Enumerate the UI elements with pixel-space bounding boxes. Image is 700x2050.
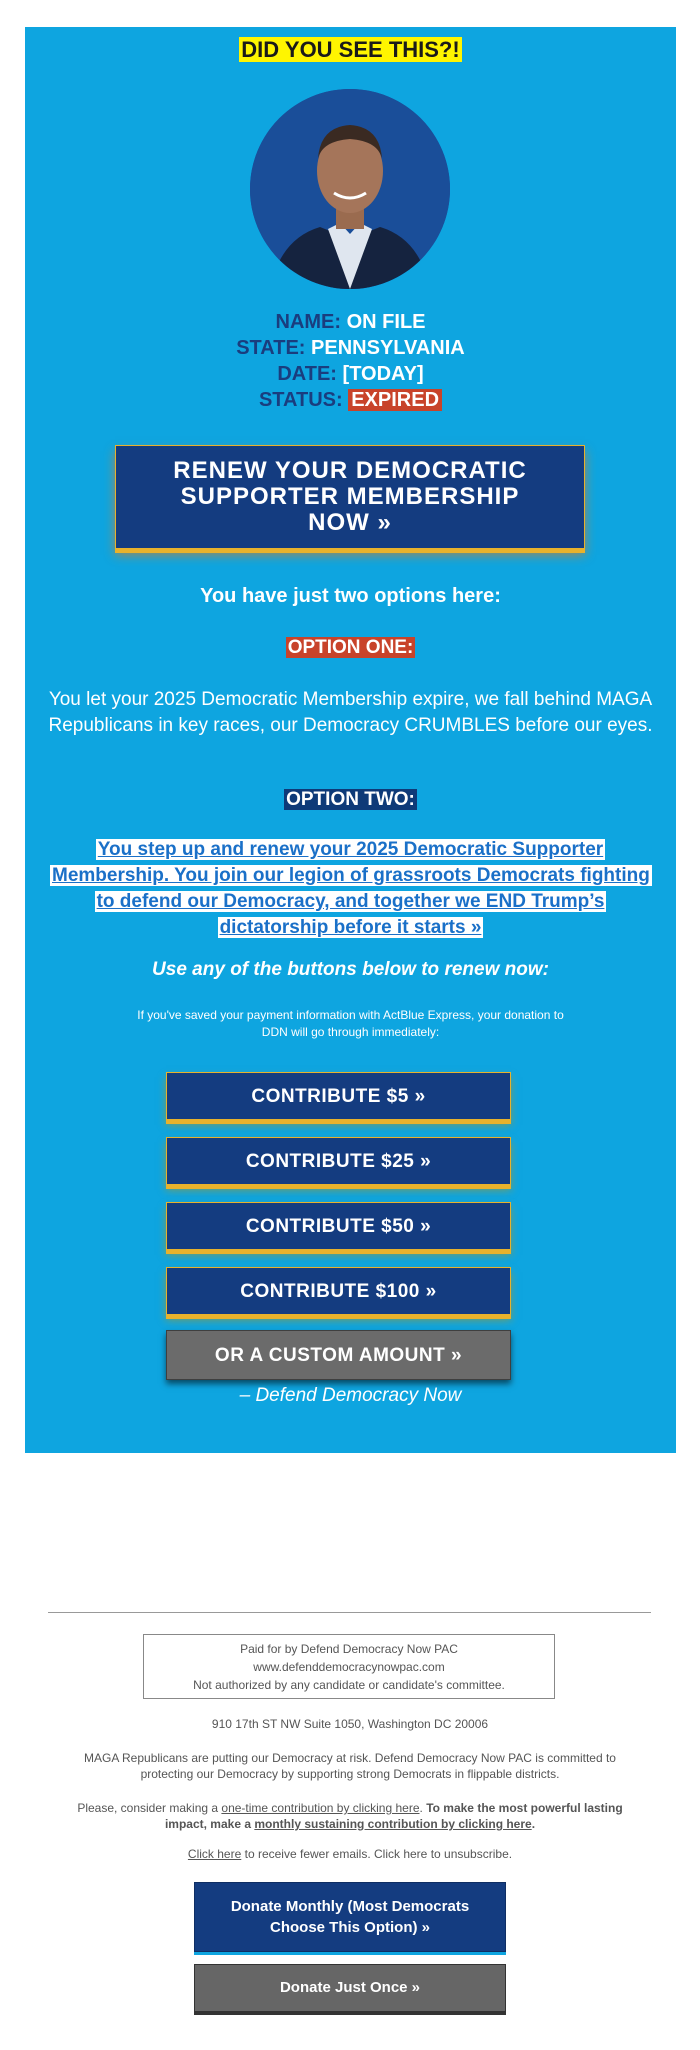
donate-monthly-button[interactable]: Donate Monthly (Most Democrats Choose This Option) » [194,1882,506,1952]
portrait-image [250,89,450,289]
option-two-heading [25,789,676,811]
option-two-link[interactable]: You step up and renew your 2025 Democratic Supporter Membership. You join our legion of grassroots Democrats fighting to defend our Democracy, and together we END Trump’s dictatorship before it starts » [52,839,650,938]
contribute-50-button[interactable]: CONTRIBUTE $50 » [166,1202,511,1250]
status-row [25,387,676,413]
paid-for-text: Paid for by Defend Democracy Now PAC [240,1642,458,1656]
status-badge: EXPIRED [348,389,442,411]
avatar [250,89,450,289]
contribute-25-button[interactable]: CONTRIBUTE $25 » [166,1137,511,1185]
headline-text: DID YOU SEE THIS?! [241,37,460,62]
address-text: 910 17th ST NW Suite 1050, Washington DC 20006 [211,1717,489,1731]
name-label: NAME: [275,311,342,333]
headline [25,37,676,63]
status-label: STATUS: [258,389,343,411]
mission-text: MAGA Republicans are putting our Democracy at risk. Defend Democracy Now PAC is committed to protecting our Democracy by supporting strong Democrats in flippable districts. [84,1751,616,1781]
option-one-label: OPTION ONE: [287,637,414,658]
contribute-100-button[interactable]: CONTRIBUTE $100 » [166,1267,511,1315]
option-one-text: You let your 2025 Democratic Membership expire, we fall behind MAGA Republicans in key races, our Democracy CRUMBLES before our eyes. [48,689,653,736]
option-two-label: OPTION TWO: [286,789,415,810]
custom-amount-button[interactable]: OR A CUSTOM AMOUNT » [166,1330,511,1380]
date-value: [TODAY] [342,363,424,385]
date-label: DATE: [277,363,337,385]
date-row [25,361,676,387]
monthly-contribution-link[interactable]: monthly sustaining contribution by clicking here [254,1817,532,1831]
email-preferences-text [60,1846,640,1862]
email-card [25,27,676,1453]
membership-info [25,309,676,413]
fewer-emails-link[interactable]: Click here [187,1847,242,1861]
state-row [25,335,676,361]
bold-prefix: To make the most powerful lasting impact, make a [164,1801,623,1831]
actblue-note: If you've saved your payment information with ActBlue Express, your donation to DDN will go through immediately: [137,1008,564,1039]
contribute-5-button[interactable]: CONTRIBUTE $5 » [166,1072,511,1120]
disclaimer-box [143,1634,555,1699]
please-prefix: Please, consider making a [77,1801,219,1815]
footer-divider [48,1612,651,1613]
signature: – Defend Democracy Now [239,1385,462,1406]
website-text: www.defenddemocracynowpac.com [253,1660,445,1674]
contribution-text: Please, consider making a one-time contribution by clicking here. To make the most powerful lasting impact, make a monthly sustaining contribution by clicking here. [77,1801,623,1831]
options-intro: You have just two options here: [200,585,501,607]
name-row [25,309,676,335]
option-two-paragraph [50,837,651,941]
renew-membership-button[interactable]: RENEW YOUR DEMOCRATIC SUPPORTER MEMBERSHIP NOW » [115,445,585,549]
state-label: STATE: [236,337,306,359]
name-value: ON FILE [346,311,426,333]
option-one-heading [25,637,676,659]
not-authorized-text: Not authorized by any candidate or candidate's committee. [193,1678,505,1692]
donate-once-button[interactable]: Donate Just Once » [194,1964,506,2012]
fewer-emails-text: to receive fewer emails. Click here to unsubscribe. [244,1847,513,1861]
use-buttons-heading: Use any of the buttons below to renew now: [152,959,549,980]
state-value: PENNSYLVANIA [311,337,465,359]
one-time-contribution-link[interactable]: one-time contribution by clicking here [221,1801,420,1815]
